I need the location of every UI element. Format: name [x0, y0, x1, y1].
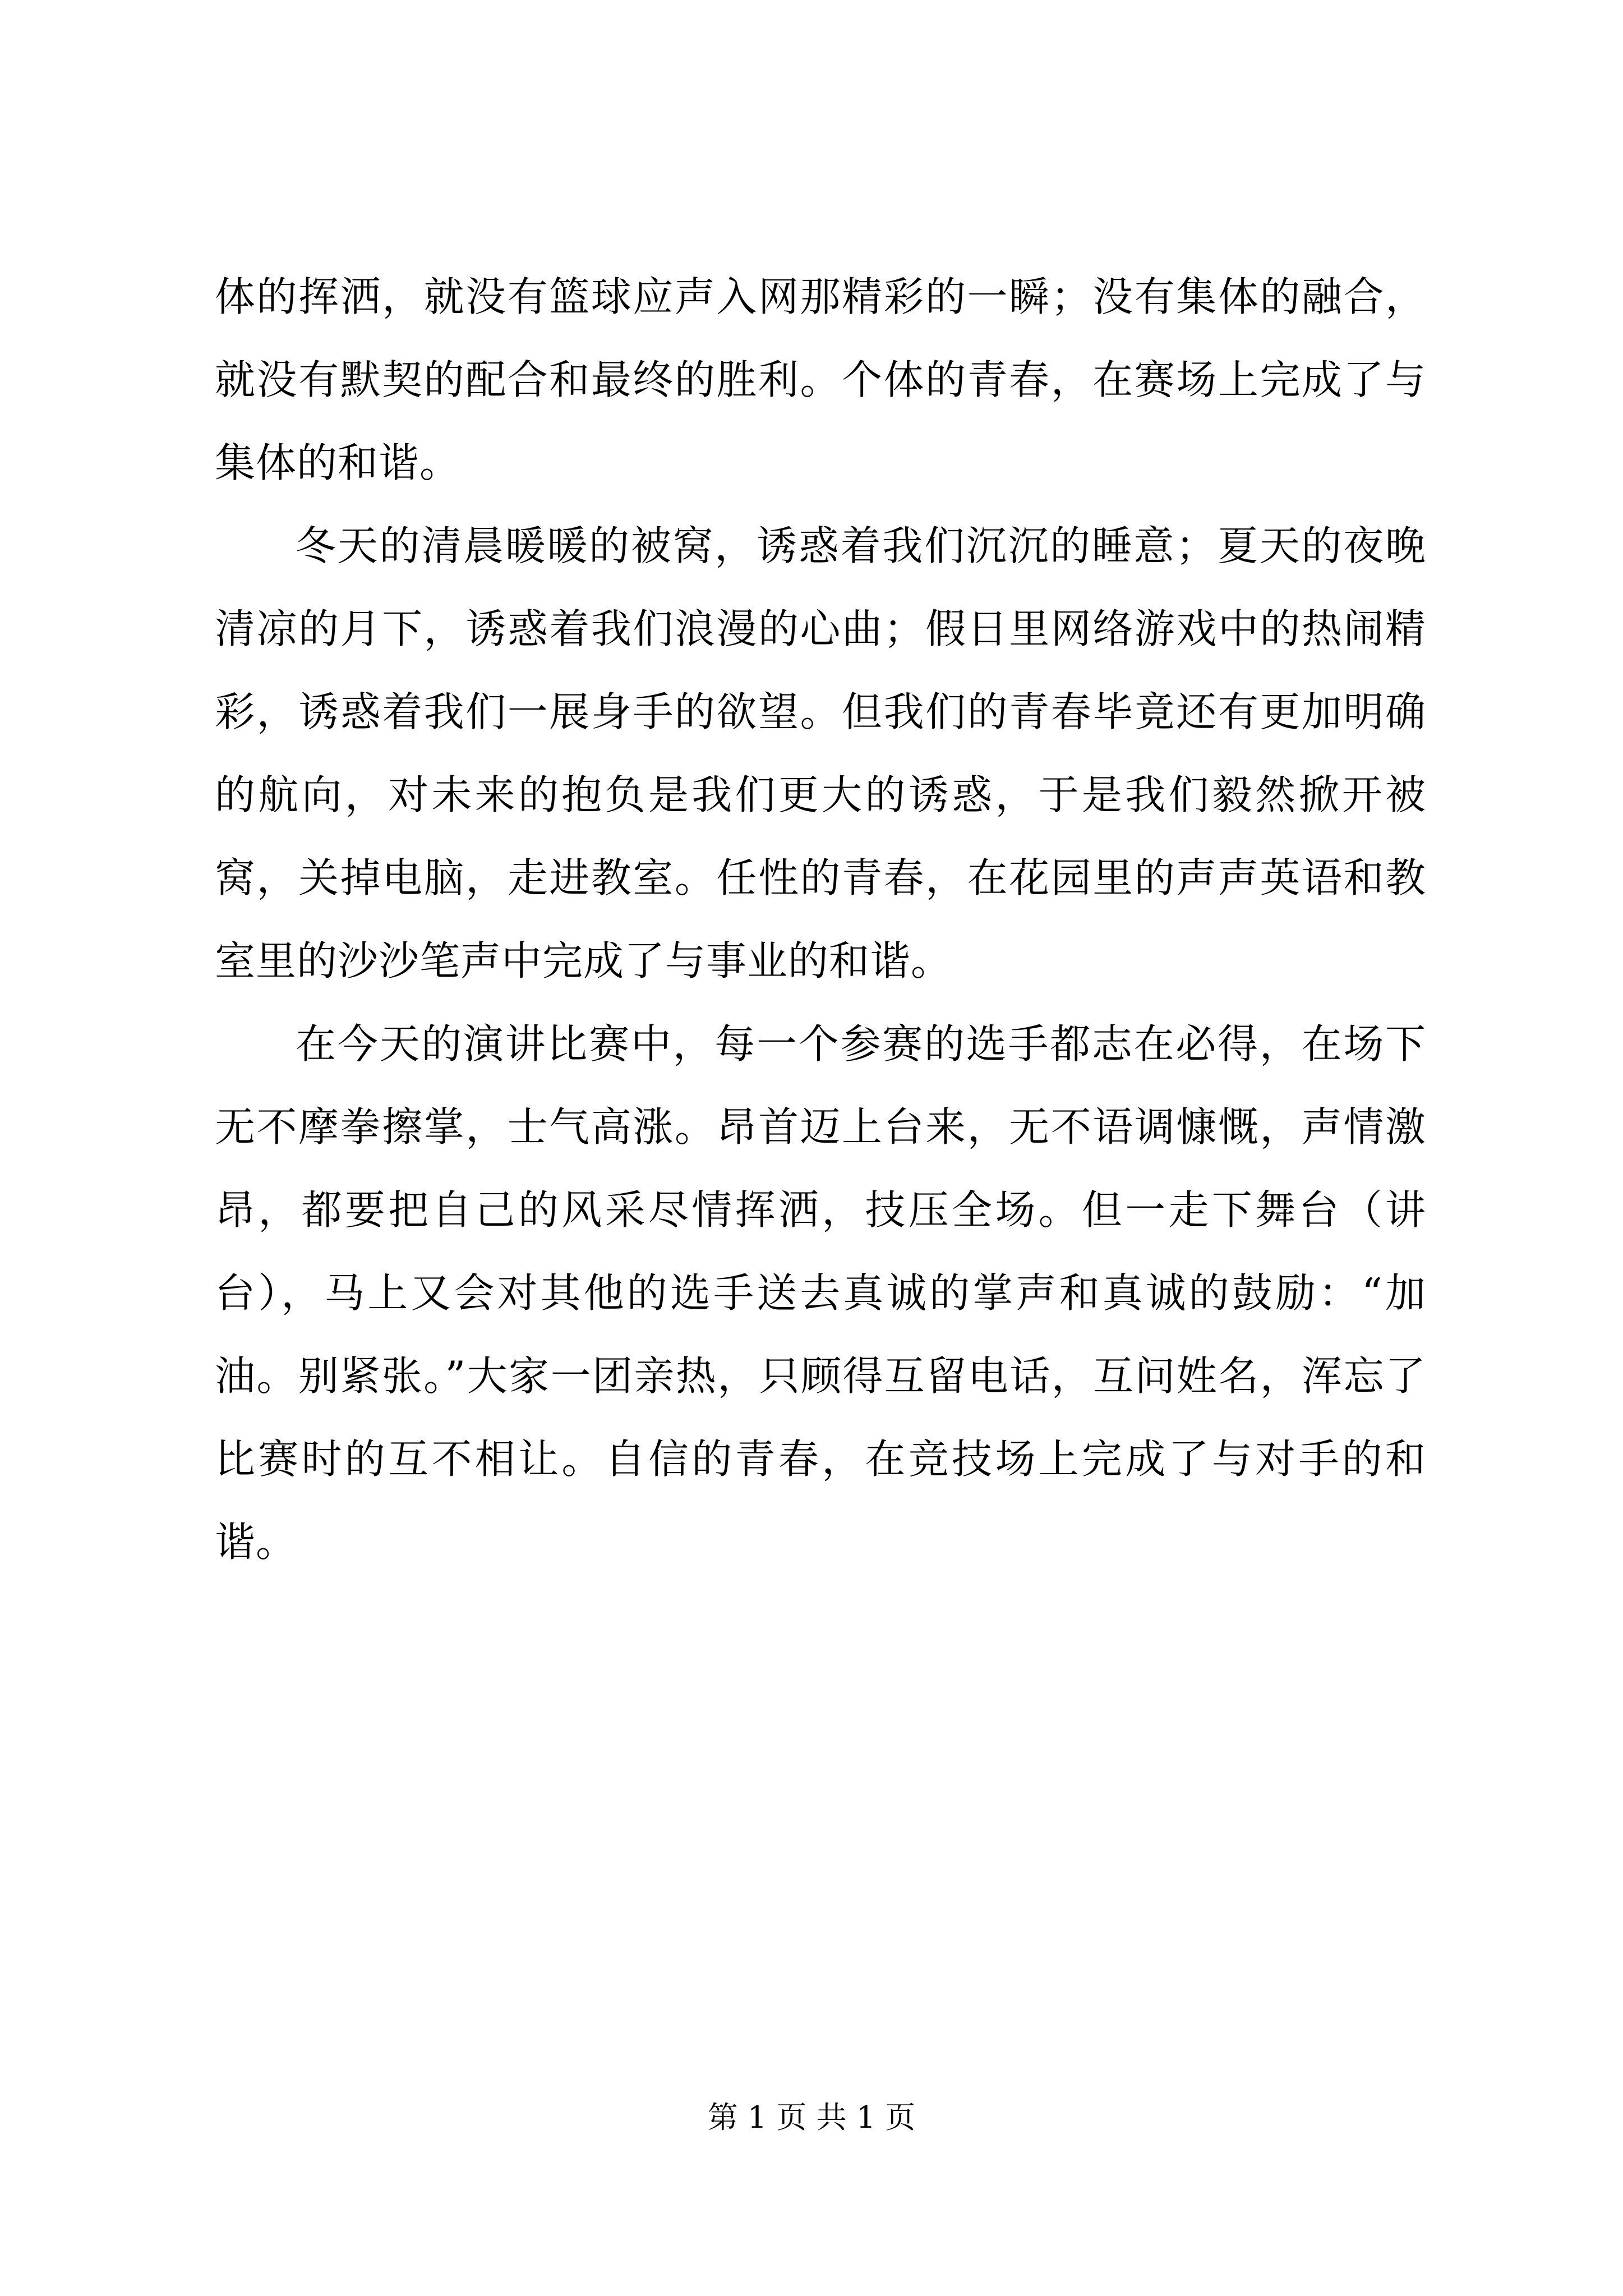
document-body	[215, 255, 1426, 1584]
paragraph-continued: 体的挥洒，就没有篮球应声入网那精彩的一瞬；没有集体的融合，就没有默契的配合和最终的胜利。个体的青春，在赛场上完成了与集体的和谐。	[215, 273, 1426, 486]
paragraph: 冬天的清晨暖暖的被窝，诱惑着我们沉沉的睡意；夏天的夜晚清凉的月下，诱惑着我们浪漫的心曲；假日里网络游戏中的热闹精彩，诱惑着我们一展身手的欲望。但我们的青春毕竟还有更加明确的航向，对未来的抱负是我们更大的诱惑，于是我们毅然掀开被窝，关掉电脑，走进教室。任性的青春，在花园里的声声英语和教室里的沙沙笔声中完成了与事业的和谐。	[215, 522, 1426, 984]
page-footer: 第 1 页 共 1 页	[707, 2100, 916, 2135]
paragraph: 在今天的演讲比赛中，每一个参赛的选手都志在必得，在场下无不摩拳擦掌，士气高涨。昂首迈上台来，无不语调慷慨，声情激昂，都要把自己的风采尽情挥洒，技压全场。但一走下舞台（讲台），马上又会对其他的选手送去真诚的掌声和真诚的鼓励：“加油。别紧张。”大家一团亲热，只顾得互留电话，互问姓名，浑忘了比赛时的互不相让。自信的青春，在竞技场上完成了与对手的和谐。	[215, 1020, 1426, 1566]
